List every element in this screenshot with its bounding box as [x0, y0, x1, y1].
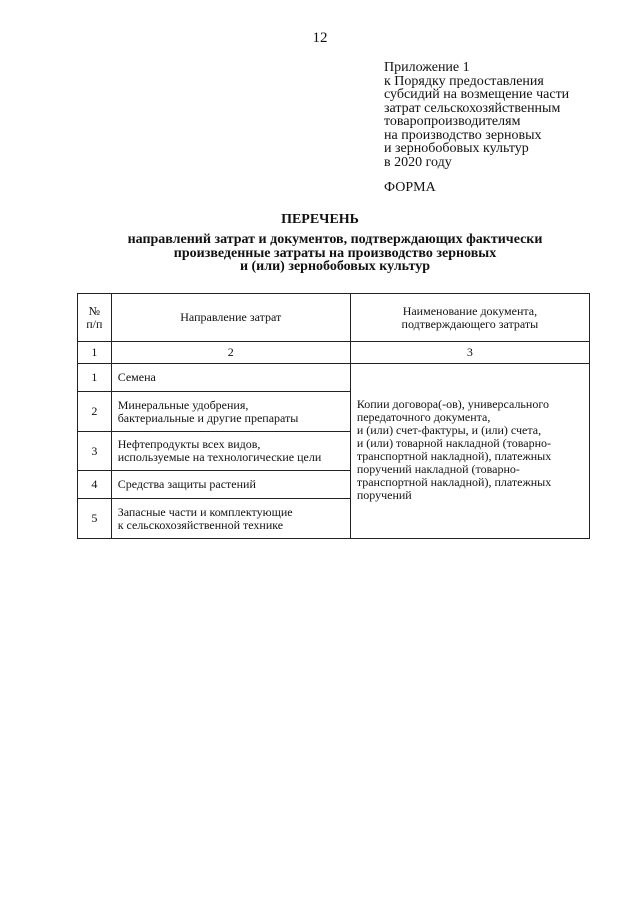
header-document-line: подтверждающего затраты [401, 316, 539, 331]
row-number: 4 [78, 471, 112, 499]
row-number: 3 [78, 432, 112, 471]
row-direction-line: Нефтепродукты всех видов, [117, 437, 261, 451]
header-direction: Направление затрат [111, 294, 350, 342]
index-cell: 1 [78, 342, 112, 364]
appendix-line: к Порядку предоставления [384, 73, 544, 89]
row-direction-line: Запасные части и комплектующие [117, 504, 293, 519]
appendix-note [384, 61, 634, 169]
row-direction [111, 364, 350, 392]
row-document [350, 364, 589, 539]
page-number: 12 [312, 30, 328, 46]
subtitle-line: направлений затрат и документов, подтверждающих фактически [127, 232, 543, 247]
document-text-line: и (или) счет-фактуры, и (или) счета, [356, 423, 542, 437]
appendix-line: Приложение 1 [384, 60, 470, 75]
row-direction-line: используемые на технологические цели [117, 450, 322, 464]
row-direction-line: Минеральные удобрения, [117, 397, 249, 412]
row-direction [111, 392, 350, 432]
row-direction-line: к сельскохозяйственной технике [117, 517, 284, 532]
header-number [78, 294, 112, 342]
index-cell: 2 [111, 342, 350, 364]
appendix-line: на производство зерновых [384, 127, 542, 143]
header-document-line: Наименование документа, [402, 303, 538, 318]
document-text-line: и (или) товарной накладной (товарно- [356, 436, 551, 450]
table-header-row [78, 294, 590, 342]
appendix-line: в 2020 году [384, 154, 452, 170]
subtitle-line: и (или) зернобобовых культур [239, 259, 431, 274]
appendix-line: затрат сельскохозяйственным [384, 100, 561, 116]
form-label: ФОРМА [384, 180, 436, 195]
appendix-line: товаропроизводителям [384, 114, 521, 129]
row-direction-line: Семена [117, 370, 156, 384]
document-text-line: Копии договора(-ов), универсального [356, 397, 549, 411]
document-title: ПЕРЕЧЕНЬ [281, 212, 359, 227]
appendix-line: и зернобобовых культур [384, 141, 529, 156]
subtitle-line: произведенные затраты на производство зерновых [173, 245, 497, 261]
header-document [350, 294, 589, 342]
document-text-line: поручений [356, 488, 412, 502]
row-number: 2 [78, 392, 112, 432]
row-direction-line: бактериальные и другие препараты [117, 410, 299, 425]
appendix-line: субсидий на возмещение части [384, 87, 570, 102]
row-number: 1 [78, 364, 112, 392]
header-number-line: п/п [86, 316, 103, 331]
document-text-line: передаточного документа, [356, 410, 491, 424]
document-subtitle [60, 233, 610, 274]
table-index-row [78, 342, 590, 364]
document-text-line: транспортной накладной), платежных [356, 449, 552, 463]
cost-directions-table [77, 293, 590, 539]
document-text-line: поручений накладной (товарно- [356, 462, 520, 476]
row-direction [111, 432, 350, 471]
index-cell: 3 [350, 342, 589, 364]
header-number-line: № [88, 303, 101, 318]
table-row [78, 364, 590, 392]
row-direction [111, 499, 350, 539]
row-number: 5 [78, 499, 112, 539]
row-direction [111, 471, 350, 499]
document-text-line: транспортной накладной), платежных [356, 475, 552, 489]
row-direction-line: Средства защиты растений [117, 477, 256, 491]
